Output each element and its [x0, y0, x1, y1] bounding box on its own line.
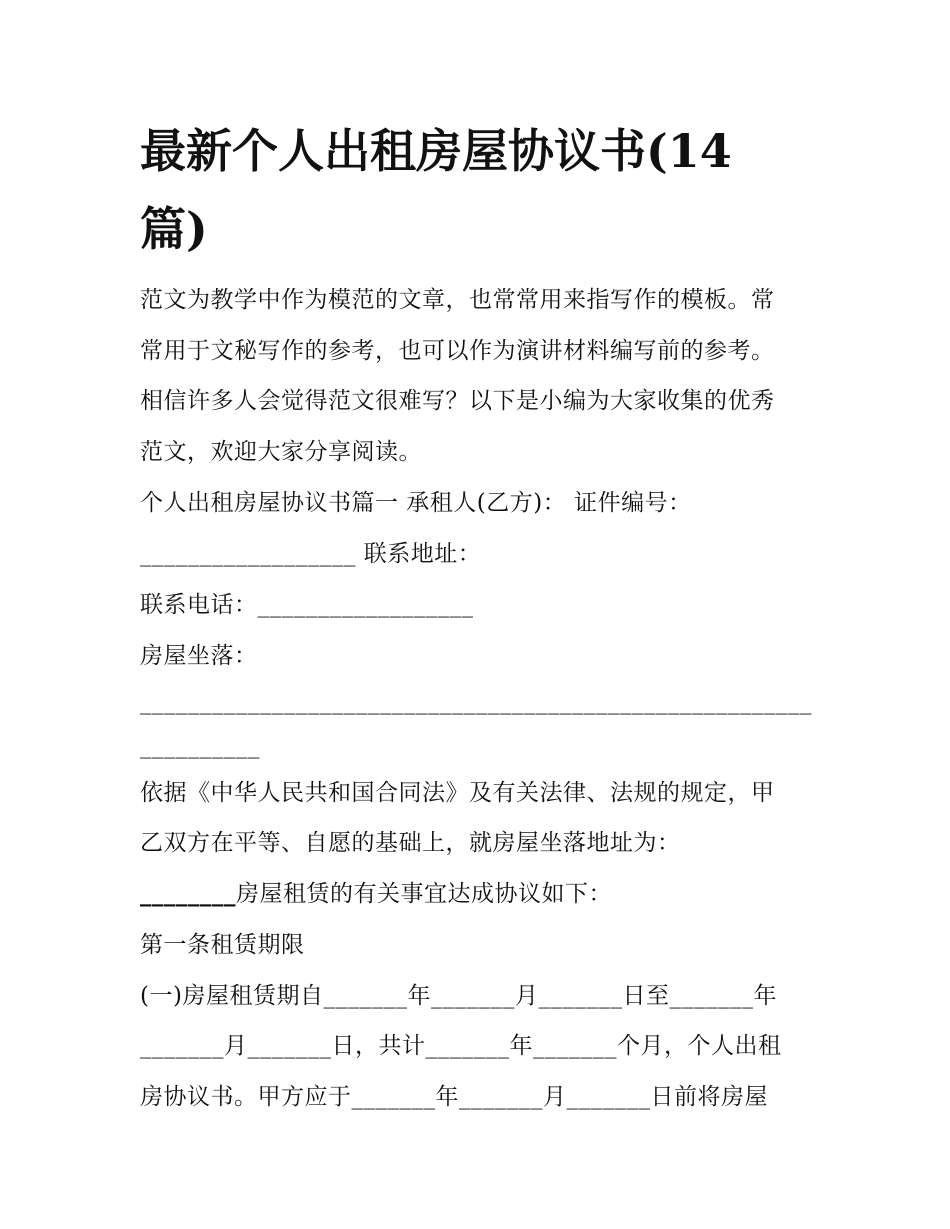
- title-line-1: 最新个人出租房屋协议书(14: [140, 124, 732, 178]
- body-line: __________________ 联系地址：: [140, 541, 482, 567]
- intro-line: 相信许多人会觉得范文很难写？以下是小编为大家收集的优秀: [140, 388, 775, 414]
- body-line: [140, 878, 612, 910]
- intro-line: 范文，欢迎大家分享阅读。: [140, 439, 422, 465]
- body-line-text: 房屋租赁的有关事宜达成协议如下：: [236, 881, 612, 907]
- body-line: 房协议书。甲方应于_______年_______月_______日前将房屋: [140, 1084, 768, 1110]
- body-line: 联系电话：__________________: [140, 592, 474, 618]
- intro-line: 常用于文秘写作的参考，也可以作为演讲材料编写前的参考。: [140, 338, 775, 364]
- section-heading: 第一条租赁期限: [140, 932, 305, 958]
- body-line: 乙双方在平等、自愿的基础上，就房屋坐落地址为：: [140, 830, 681, 856]
- blank-line: ________________________________________________________: [140, 689, 812, 715]
- body-line: (一)房屋租赁期自_______年_______月_______日至_______年: [140, 983, 777, 1009]
- body-line: 房屋坐落：: [140, 643, 258, 669]
- intro-line: 范文为教学中作为模范的文章，也常常用来指写作的模板。常: [140, 287, 775, 313]
- title-line-2: 篇): [140, 202, 208, 256]
- document-title: [140, 112, 820, 268]
- body-line: 依据《中华人民共和国合同法》及有关法律、法规的规定，甲: [140, 780, 775, 806]
- blank-line: __________: [140, 733, 260, 759]
- bold-blank: ________: [140, 880, 236, 907]
- body-line: 个人出租房屋协议书篇一 承租人(乙方)： 证件编号：: [140, 490, 692, 516]
- body-line: _______月_______日，共计_______年_______个月，个人出租: [140, 1033, 782, 1059]
